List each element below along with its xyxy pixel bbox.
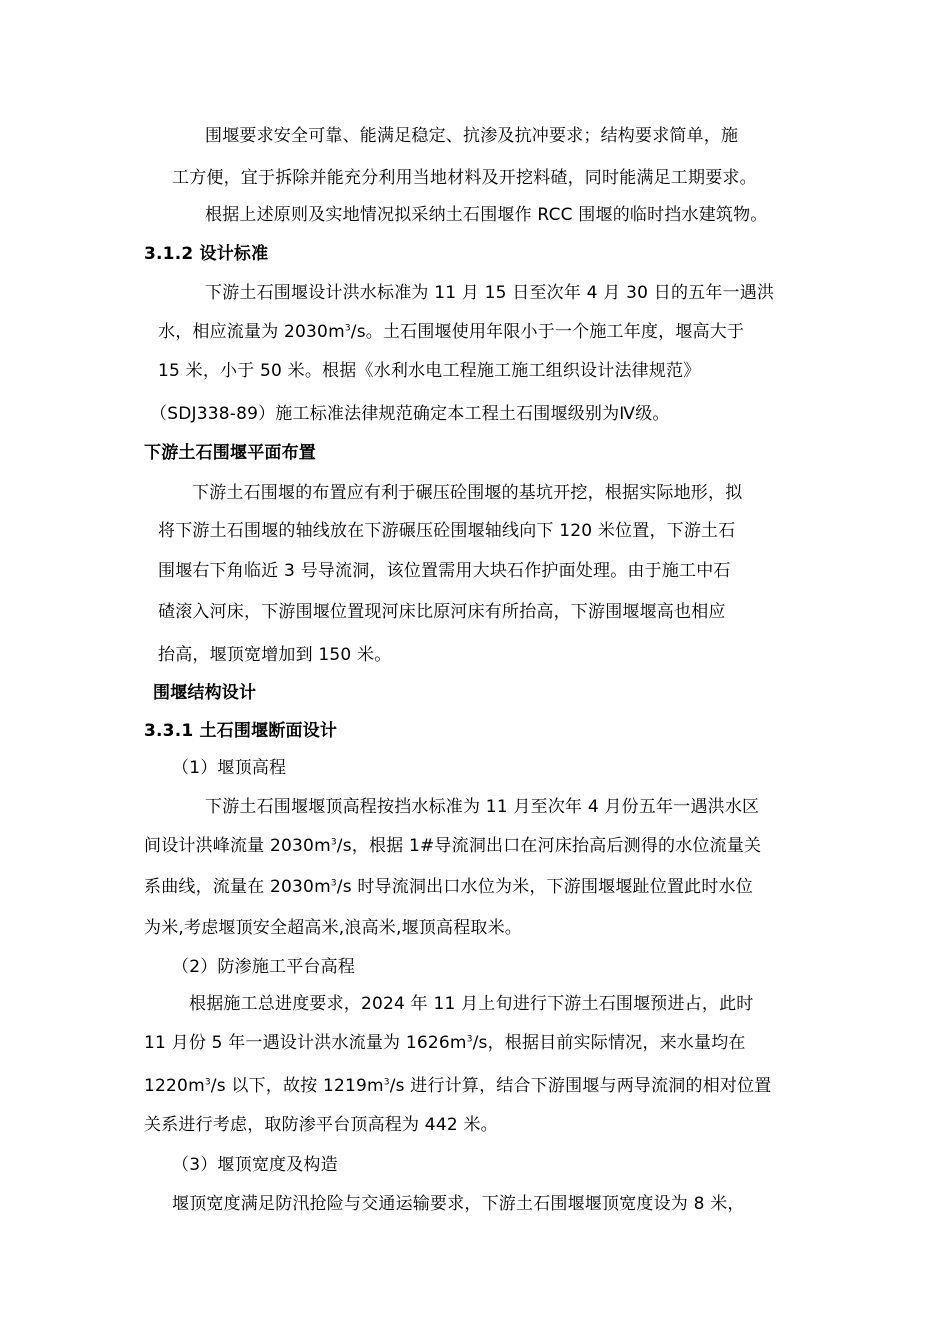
paragraph-line: 下游土石围堰设计洪水标准为 11 月 15 日至次年 4 月 30 日的五年一遇洪 bbox=[205, 283, 775, 303]
text-span: /s 以下，故按 1219m bbox=[210, 1076, 384, 1096]
section-heading-plan: 下游土石围堰平面布置 bbox=[144, 443, 316, 463]
paragraph-line: 根据上述原则及实地情况拟采纳土石围堰作 RCC 围堰的临时挡水建筑物。 bbox=[205, 205, 768, 225]
text-span: 间设计洪峰流量 2030m bbox=[144, 836, 331, 856]
subsection-heading-1: （1）堰顶高程 bbox=[172, 758, 287, 778]
text-span: /s，根据 1#导流洞出口在河床抬高后测得的水位流量关 bbox=[336, 836, 762, 856]
superscript: 3 bbox=[466, 1034, 473, 1045]
text-span: 1220m bbox=[144, 1076, 205, 1096]
paragraph-line bbox=[158, 320, 744, 344]
subsection-heading-2: （2）防渗施工平台高程 bbox=[172, 957, 356, 977]
text-span: 水，相应流量为 2030m bbox=[158, 322, 345, 342]
superscript: 3 bbox=[204, 1077, 211, 1088]
text-span: 系曲线，流量在 2030m bbox=[144, 877, 331, 897]
section-heading-structure: 围堰结构设计 bbox=[153, 683, 257, 703]
paragraph-line bbox=[144, 1074, 772, 1098]
paragraph-line: （SDJ338-89）施工标准法律规范确定本工程土石围堰级别为Ⅳ级。 bbox=[150, 404, 670, 424]
paragraph-line: 下游土石围堰的布置应有利于碾压砼围堰的基坑开挖，根据实际地形，拟 bbox=[192, 483, 743, 503]
text-span: /s 进行计算，结合下游围堰与两导流洞的相对位置 bbox=[389, 1076, 772, 1096]
paragraph-line: 根据施工总进度要求，2024 年 11 月上旬进行下游土石围堰预进占，此时 bbox=[189, 994, 754, 1014]
text-span: 11 月份 5 年一遇设计洪水流量为 1626m bbox=[144, 1033, 467, 1053]
paragraph-line: 为米,考虑堰顶安全超高米,浪高米,堰顶高程取米。 bbox=[144, 918, 523, 938]
subsection-heading-3: （3）堰顶宽度及构造 bbox=[172, 1155, 338, 1175]
paragraph-line bbox=[144, 834, 761, 858]
text-span: /s，根据目前实际情况，来水量均在 bbox=[472, 1033, 746, 1053]
superscript: 3 bbox=[330, 878, 337, 889]
paragraph-line: 15 米，小于 50 米。根据《水利水电工程施工施工组织设计法律规范》 bbox=[158, 361, 701, 381]
text-span: /s。土石围堰使用年限小于一个施工年度，堰高大于 bbox=[350, 322, 745, 342]
paragraph-line: 将下游土石围堰的轴线放在下游碾压砼围堰轴线向下 120 米位置，下游土石 bbox=[158, 521, 736, 541]
paragraph-line bbox=[144, 1031, 746, 1055]
paragraph-line: 工方便，宜于拆除并能充分利用当地材料及开挖料碴，同时能满足工期要求。 bbox=[172, 168, 757, 188]
superscript: 3 bbox=[330, 837, 337, 848]
paragraph-line bbox=[144, 875, 753, 899]
superscript: 3 bbox=[344, 323, 351, 334]
section-heading-3-3-1: 3.3.1 土石围堰断面设计 bbox=[144, 721, 338, 741]
paragraph-line: 关系进行考虑，取防渗平台顶高程为 442 米。 bbox=[144, 1115, 498, 1135]
paragraph-line: 堰顶宽度满足防汛抢险与交通运输要求，下游土石围堰堰顶宽度设为 8 米， bbox=[172, 1194, 745, 1214]
section-heading-3-1-2: 3.1.2 设计标准 bbox=[144, 244, 269, 264]
superscript: 3 bbox=[383, 1077, 390, 1088]
paragraph-line: 碴滚入河床，下游围堰位置现河床比原河床有所抬高，下游围堰堰高也相应 bbox=[158, 602, 726, 622]
text-span: /s 时导流洞出口水位为米，下游围堰堰趾位置此时水位 bbox=[336, 877, 753, 897]
paragraph-line: 下游土石围堰堰顶高程按挡水标准为 11 月至次年 4 月份五年一遇洪水区 bbox=[205, 797, 760, 817]
paragraph-line: 围堰右下角临近 3 号导流洞，该位置需用大块石作护面处理。由于施工中石 bbox=[158, 561, 731, 581]
paragraph-line: 围堰要求安全可靠、能满足稳定、抗渗及抗冲要求；结构要求简单，施 bbox=[205, 126, 739, 146]
paragraph-line: 抬高，堰顶宽增加到 150 米。 bbox=[158, 645, 392, 665]
